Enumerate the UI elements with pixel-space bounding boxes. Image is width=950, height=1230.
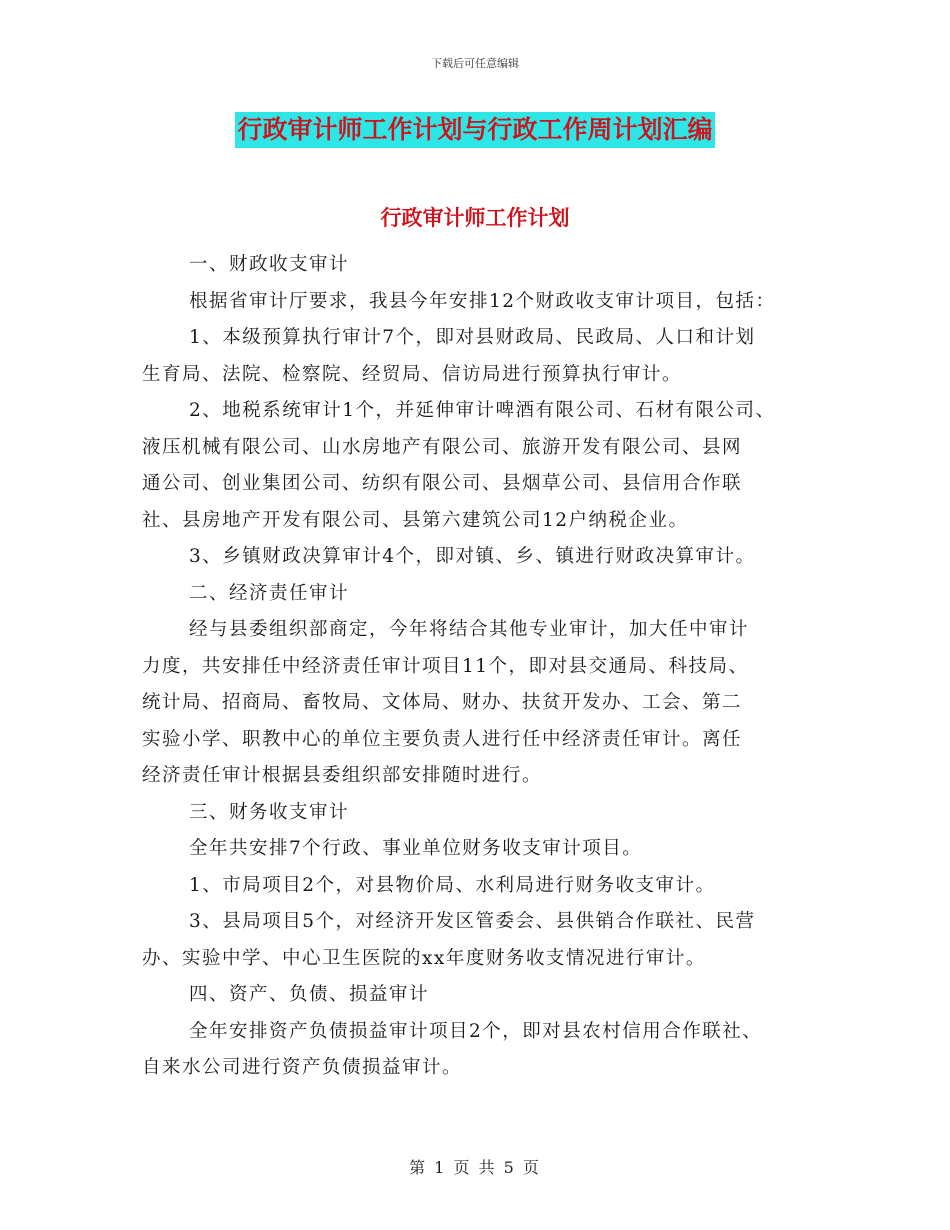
paragraph-line: 1、本级预算执行审计7个，即对县财政局、民政局、人口和计划 — [189, 327, 756, 348]
paragraph-line: 全年安排资产负债损益审计项目2个，即对县农村信用合作联社、 — [189, 1020, 763, 1042]
paragraph-line: 根据省审计厅要求，我县今年安排12个财政收支审计项目，包括： — [189, 290, 776, 312]
paragraph-line: 1、市局项目2个，对县物价局、水利局进行财务收支审计。 — [189, 874, 716, 896]
paragraph-line: 实验小学、职教中心的单位主要负责人进行任中经济责任审计。离任 — [142, 728, 743, 750]
paragraph-line: 3、县局项目5个，对经济开发区管委会、县供销合作联社、民营 — [189, 911, 756, 932]
header-note: 下载后可任意编辑 — [431, 57, 519, 70]
section-title: 行政审计师工作计划 — [380, 206, 570, 230]
paragraph-line: 经与县委组织部商定，今年将结合其他专业审计，加大任中审计 — [189, 619, 750, 640]
heading-1: 一、财政收支审计 — [189, 254, 350, 275]
page-footer: 第 1 页 共 5 页 — [409, 1158, 541, 1177]
paragraph-line: 3、乡镇财政决算审计4个，即对镇、乡、镇进行财政决算审计。 — [189, 546, 756, 567]
paragraph-line: 办、实验中学、中心卫生医院的xx年度财务收支情况进行审计。 — [142, 947, 706, 969]
paragraph-line: 统计局、招商局、畜牧局、文体局、财办、扶贫开发办、工会、第二 — [142, 692, 743, 713]
paragraph-line: 通公司、创业集团公司、纺织有限公司、县烟草公司、县信用合作联 — [142, 473, 743, 494]
heading-4: 四、资产、负债、损益审计 — [189, 984, 430, 1005]
paragraph-line: 自来水公司进行资产负债损益审计。 — [142, 1057, 463, 1078]
paragraph-line: 经济责任审计根据县委组织部安排随时进行。 — [142, 765, 543, 786]
paragraph-line: 液压机械有限公司、山水房地产有限公司、旅游开发有限公司、县网 — [142, 436, 743, 458]
document-body — [142, 247, 814, 1087]
heading-3: 三、财务收支审计 — [189, 801, 350, 823]
paragraph-line: 全年共安排7个行政、事业单位财务收支审计项目。 — [189, 838, 643, 859]
paragraph-line: 社、县房地产开发有限公司、县第六建筑公司12户纳税企业。 — [142, 509, 689, 531]
main-title: 行政审计师工作计划与行政工作周计划汇编 — [235, 112, 714, 148]
main-title-wrap — [0, 112, 950, 148]
paragraph-line: 力度，共安排任中经济责任审计项目11个，即对县交通局、科技局、 — [142, 655, 749, 677]
paragraph-line: 2、地税系统审计1个，并延伸审计啤酒有限公司、石材有限公司、 — [189, 400, 776, 421]
paragraph-line: 生育局、法院、检察院、经贸局、信访局进行预算执行审计。 — [142, 363, 683, 385]
heading-2: 二、经济责任审计 — [189, 582, 350, 604]
